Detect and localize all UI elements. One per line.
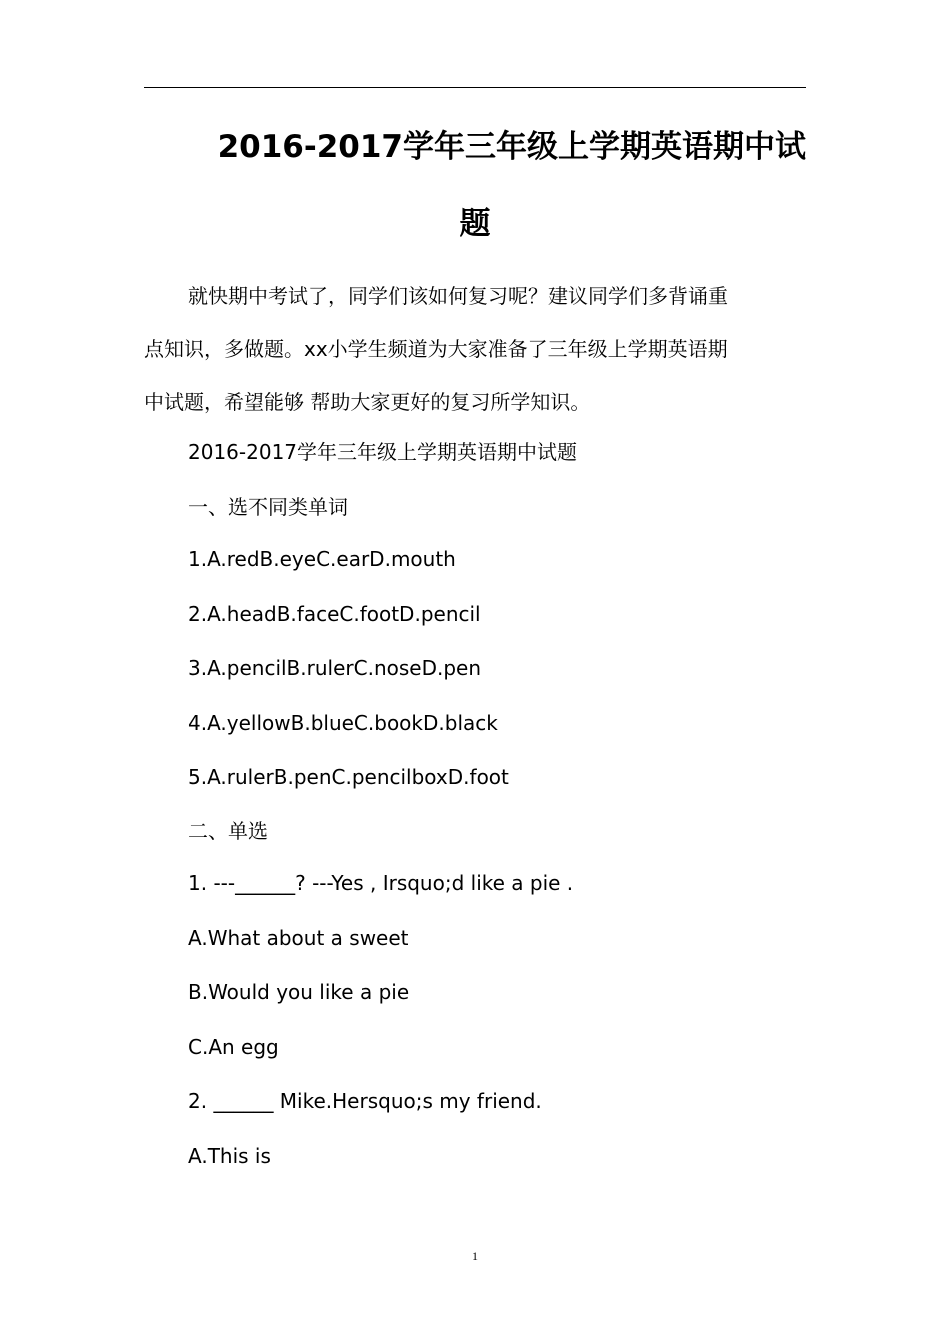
section-heading-paper-title: 2016-2017学年三年级上学期英语期中试题 bbox=[188, 440, 578, 464]
question-item: 1. ---______? ---Yes , Irsquo;d like a pie . bbox=[188, 871, 574, 895]
document-title-line-2: 题 bbox=[459, 206, 491, 242]
intro-line-1: 就快期中考试了，同学们该如何复习呢？建议同学们多背诵重 bbox=[188, 284, 728, 308]
question-item: 5.A.rulerB.penC.pencilboxD.foot bbox=[188, 765, 509, 789]
header-rule bbox=[144, 87, 806, 88]
intro-line-2: 点知识，多做题。xx小学生频道为大家准备了三年级上学期英语期 bbox=[144, 337, 728, 361]
answer-option: B.Would you like a pie bbox=[188, 980, 410, 1004]
answer-option: A.This is bbox=[188, 1144, 271, 1168]
page-number: 1 bbox=[472, 1249, 478, 1263]
intro-line-3: 中试题，希望能够 帮助大家更好的复习所学知识。 bbox=[144, 390, 591, 414]
intro-paragraph bbox=[144, 270, 806, 429]
answer-option: A.What about a sweet bbox=[188, 926, 409, 950]
question-item: 2.A.headB.faceC.footD.pencil bbox=[188, 602, 481, 626]
question-item: 2. ______ Mike.Hersquo;s my friend. bbox=[188, 1089, 542, 1113]
question-item: 4.A.yellowB.blueC.bookD.black bbox=[188, 711, 498, 735]
question-item: 3.A.pencilB.rulerC.noseD.pen bbox=[188, 656, 482, 680]
question-item: 1.A.redB.eyeC.earD.mouth bbox=[188, 547, 456, 571]
answer-option: C.An egg bbox=[188, 1035, 279, 1059]
section-heading-odd-one-out: 一、选不同类单词 bbox=[188, 495, 348, 519]
section-heading-single-choice: 二、单选 bbox=[188, 819, 268, 843]
document-title-line-1: 2016-2017学年三年级上学期英语期中试 bbox=[217, 129, 806, 165]
